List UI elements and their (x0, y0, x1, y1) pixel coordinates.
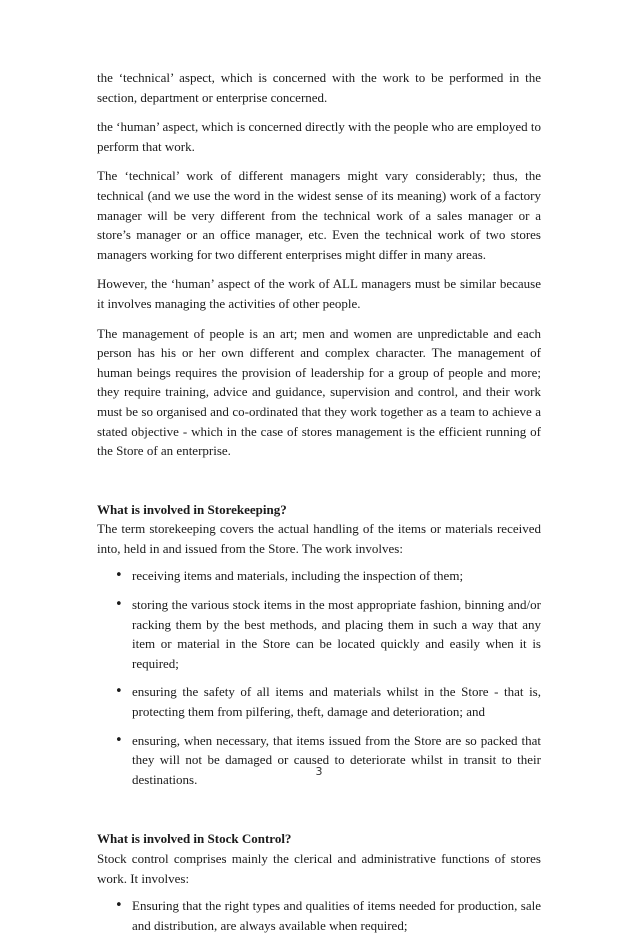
paragraph-technical-work: The ‘technical’ work of different managers might vary considerably; thus, the technical (and we use the word in the widest sense of its meaning) work of a factory manager will be very different from the technical work of a sales manager or a store’s manager or an office manager, etc. Even the technical work of two stores managers working for two different enterprises might differ in many areas. (97, 168, 541, 262)
list-item: • ensuring, when necessary, that items issued from the Store are so packed that they will not be damaged or caused to deteriorate whilst in transit to their destinations. (97, 731, 541, 790)
heading-stock-control: What is involved in Stock Control? (97, 831, 292, 847)
list-item: • Ensuring that the right types and qualities of items needed for production, sale and distribution, are always available when required; (97, 896, 541, 935)
list-item: • receiving items and materials, including the inspection of them; (97, 566, 541, 586)
storekeeping-list (97, 566, 541, 789)
page-number: 3 (315, 765, 323, 778)
stock-control-intro: Stock control comprises mainly the clerical and administrative functions of stores work. It involves: (97, 851, 541, 886)
list-item: • ensuring the safety of all items and materials whilst in the Store - that is, protecting them from pilfering, theft, damage and deterioration; and (97, 682, 541, 721)
paragraph-management-of-people: The management of people is an art; men and women are unpredictable and each person has his or her own different and complex character. The management of human beings requires the provision of leadership for a group of people and more; they require training, advice and guidance, supervision and control, and their work must be so organised and co-ordinated that they work together as a team to achieve a stated objective - which in the case of stores management is the efficient running of the Store of an enterprise. (97, 325, 541, 459)
page-content (97, 68, 541, 944)
paragraph-human-similar: However, the ‘human’ aspect of the work of ALL managers must be similar because it involves managing the activities of other people. (97, 276, 541, 311)
storekeeping-intro: The term storekeeping covers the actual handling of the items or materials received into, held in and issued from the Store. The work involves: (97, 521, 541, 556)
paragraph-human-aspect: the ‘human’ aspect, which is concerned directly with the people who are employed to perform that work. (97, 119, 541, 154)
heading-storekeeping: What is involved in Storekeeping? (97, 501, 287, 517)
stock-control-list (97, 896, 541, 935)
paragraph-technical-aspect: the ‘technical’ aspect, which is concerned with the work to be performed in the section, department or enterprise concerned. (97, 70, 541, 105)
list-item: • storing the various stock items in the most appropriate fashion, binning and/or racking them by the best methods, and placing them in such a way that any item or material in the Store can be located quickly and easily when it is required; (97, 595, 541, 673)
